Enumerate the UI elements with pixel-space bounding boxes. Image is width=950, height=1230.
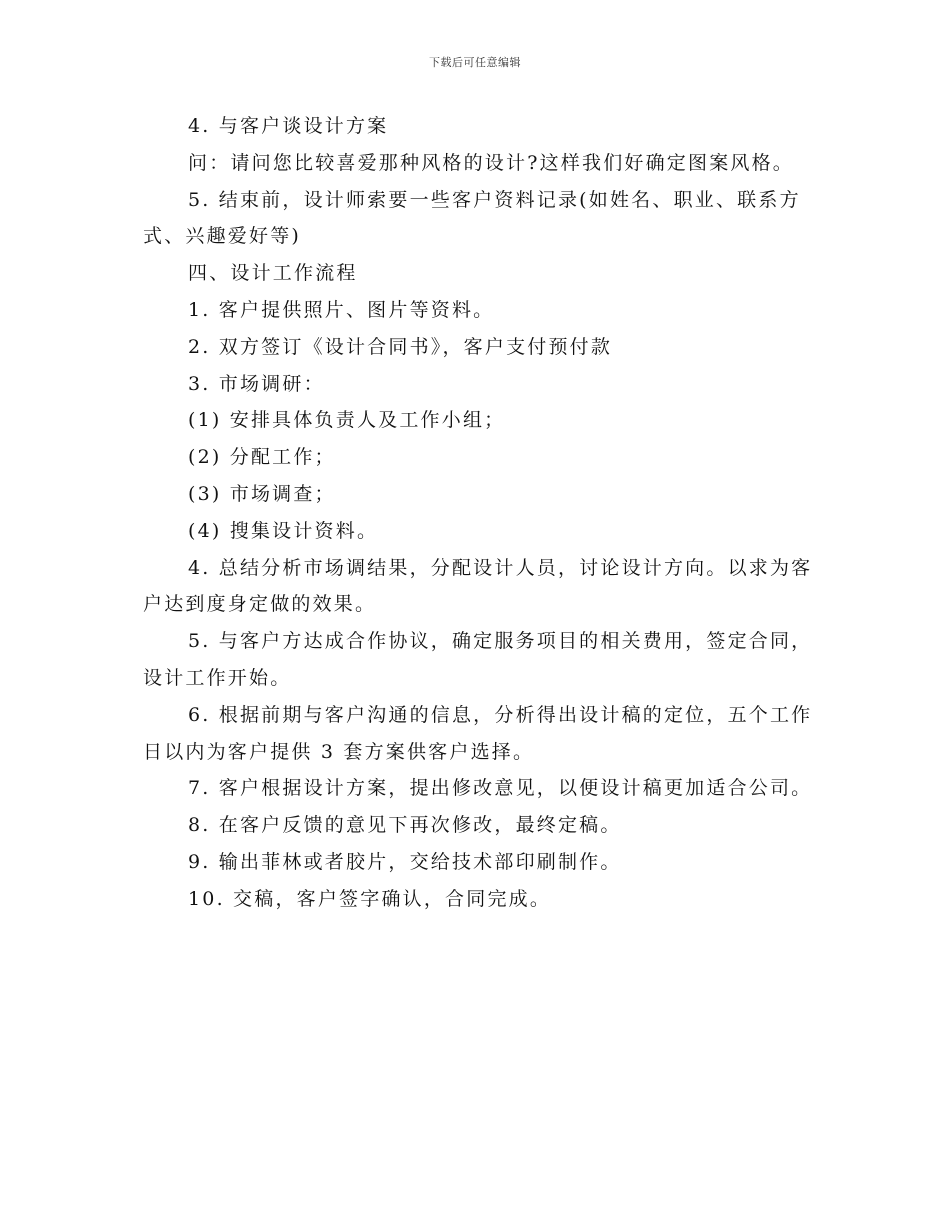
page-header: 下载后可任意编辑	[429, 56, 521, 69]
paragraph: (4) 搜集设计资料。	[188, 519, 379, 542]
paragraph: 9. 输出菲林或者胶片，交给技术部印刷制作。	[188, 850, 622, 873]
paragraph: 4. 与客户谈设计方案	[188, 115, 389, 137]
paragraph: 1. 客户提供照片、图片等资料。	[188, 298, 495, 321]
paragraph: 7. 客户根据设计方案，提出修改意见，以便设计稿更加适合公司。	[188, 777, 813, 800]
paragraph: (1) 安排具体负责人及工作小组；	[188, 409, 506, 432]
section-heading: 四、设计工作流程	[188, 262, 358, 285]
paragraph: 10. 交稿，客户签字确认，合同完成。	[188, 887, 552, 910]
paragraph: 4. 总结分析市场调结果，分配设计人员，讨论设计方向。以求为客户达到度身定做的效果。	[143, 556, 813, 616]
paragraph: (3) 市场调查；	[188, 482, 336, 505]
document-body	[143, 108, 813, 918]
paragraph: 5. 结束前，设计师索要一些客户资料记录(如姓名、职业、联系方式、兴趣爱好等)	[143, 188, 801, 248]
paragraph: (2) 分配工作；	[188, 446, 336, 469]
paragraph: 5. 与客户方达成合作协议，确定服务项目的相关费用，签定合同，设计工作开始。	[143, 630, 813, 689]
paragraph: 8. 在客户反馈的意见下再次修改，最终定稿。	[188, 814, 622, 837]
paragraph: 2. 双方签订《设计合同书》，客户支付预付款	[188, 335, 613, 358]
paragraph: 问：请问您比较喜爱那种风格的设计?这样我们好确定图案风格。	[188, 151, 794, 174]
paragraph: 6. 根据前期与客户沟通的信息，分析得出设计稿的定位，五个工作日以内为客户提供 3 套方案供客户选择。	[143, 703, 813, 763]
paragraph: 3. 市场调研：	[188, 372, 325, 395]
